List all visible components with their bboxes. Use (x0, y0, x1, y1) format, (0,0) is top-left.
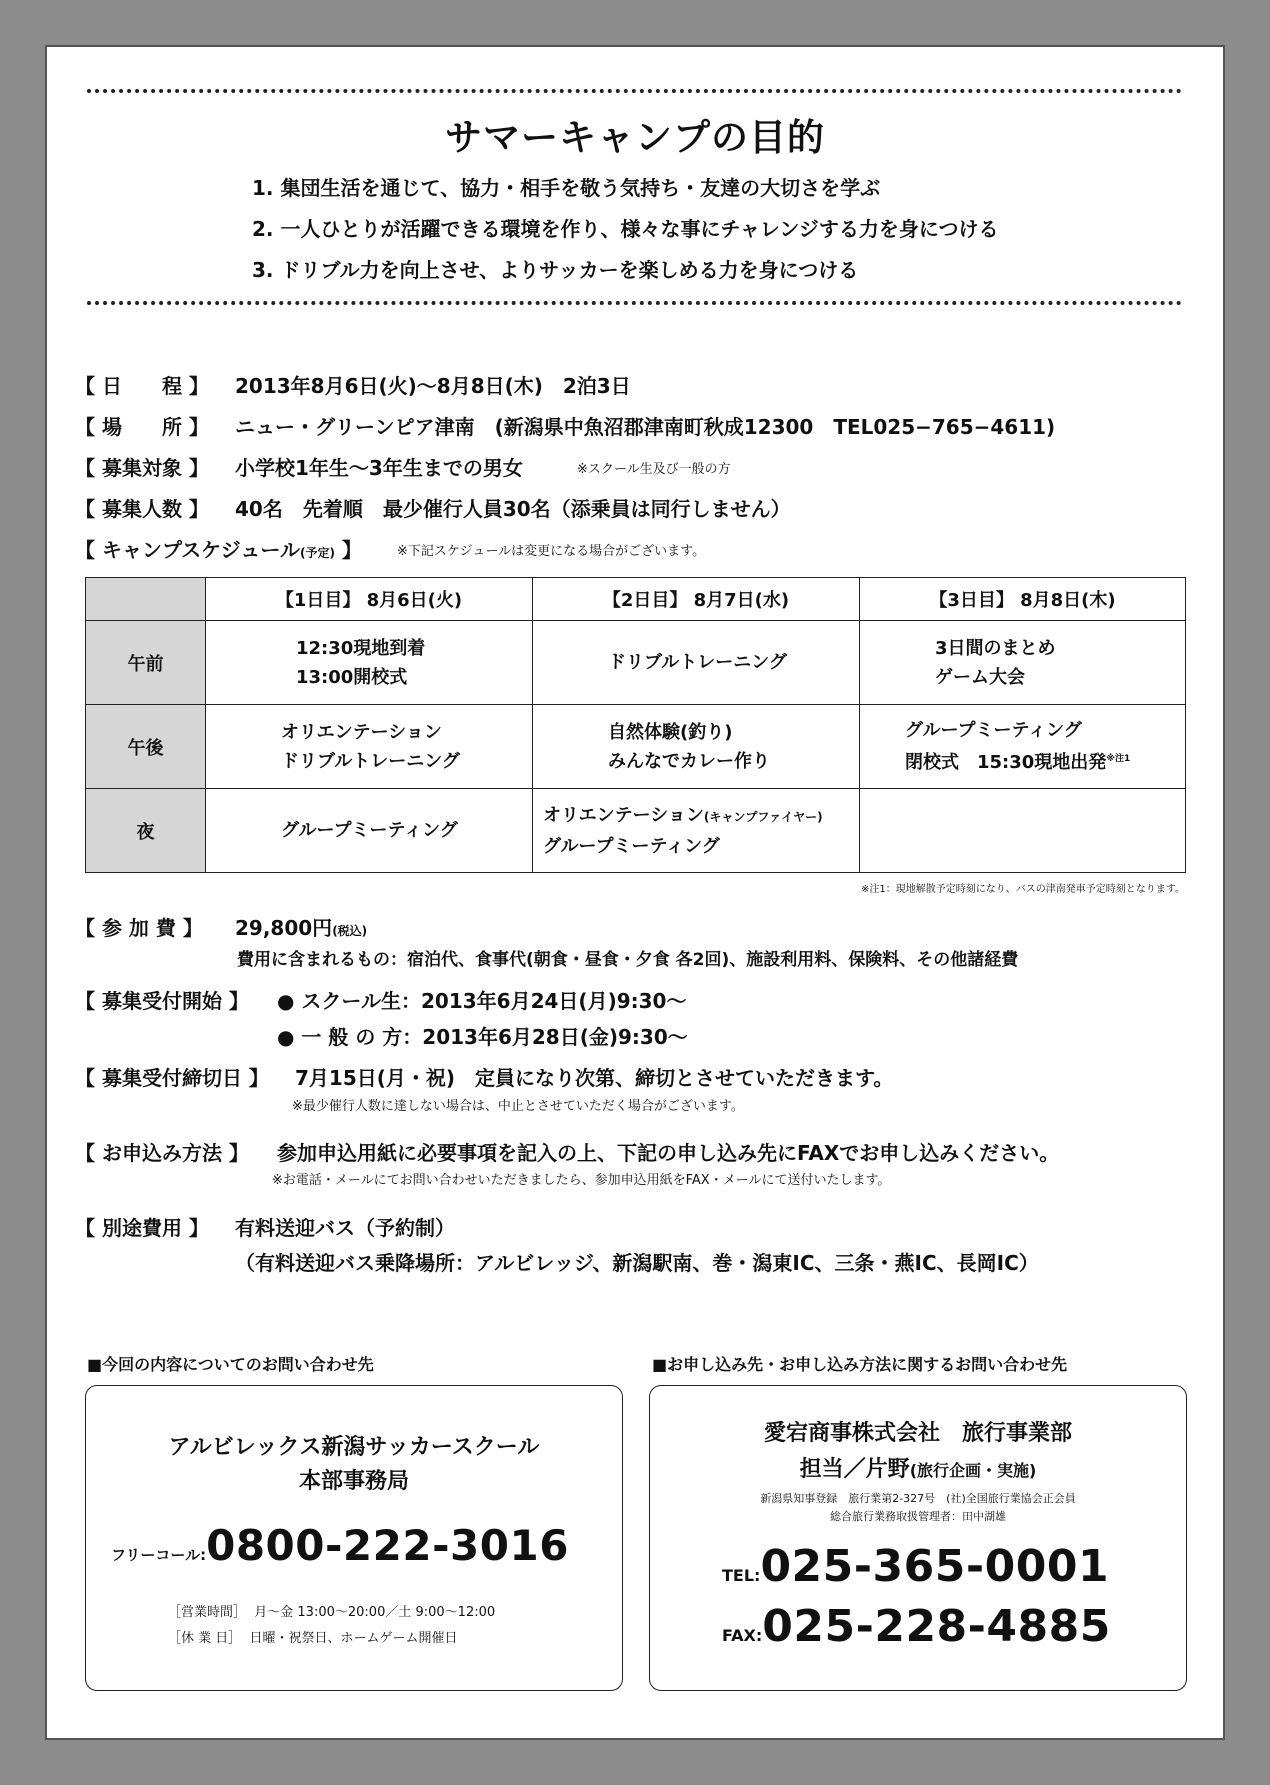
reception-general: ● 一 般 の 方：2013年6月28日(金)9:30～ (277, 1025, 688, 1049)
camp-schedule-note: ※下記スケジュールは変更になる場合がございます。 (397, 544, 706, 559)
contact-right-heading: ■お申し込み先・お申し込み方法に関するお問い合わせ先 (652, 1355, 1068, 1374)
cell-line: 13:00開校式 (296, 666, 408, 688)
table-cell (860, 705, 1186, 789)
fee-includes: 費用に含まれるもの：宿泊代、食事代(朝食・昼食・夕食 各2回)、施設利用料、保険料、その他諸経費 (237, 950, 1019, 970)
fee-value: 29,800円 (235, 916, 333, 940)
cell-line-small: (キャンプファイヤー) (703, 809, 823, 824)
schedule-label: 【 日 程 】 (75, 374, 209, 398)
table-cell (533, 789, 860, 873)
flyer-page (45, 45, 1225, 1740)
fee-label: 【 参 加 費 】 (75, 916, 203, 940)
camp-schedule-label (75, 534, 362, 563)
apply-note: ※お電話・メールにてお問い合わせいただきましたら、参加申込用紙をFAX・メールにて送付いたします。 (272, 1173, 891, 1188)
contact-left-box (85, 1385, 623, 1691)
target-label: 【 募集対象 】 (75, 456, 209, 480)
cell-line: ゲーム大会 (935, 666, 1025, 688)
fax-label: FAX: (722, 1626, 763, 1645)
table-cell (860, 621, 1186, 705)
cell-line (905, 745, 1184, 777)
closed-line (168, 1627, 458, 1646)
table-cell (206, 621, 533, 705)
row-label-morning: 午前 (86, 621, 206, 705)
camp-schedule-label-text: 【 キャンプスケジュール (75, 538, 300, 562)
hours-label: ［営業時間］ (168, 1605, 247, 1620)
target-value: 小学校1年生～3年生までの男女 (235, 456, 523, 480)
schedule-value: 2013年8月6日(火)～8月8日(木) 2泊3日 (235, 374, 631, 398)
apply-value: 参加申込用紙に必要事項を記入の上、下記の申し込み先にFAXでお申し込みください。 (277, 1141, 1060, 1165)
deadline-label: 【 募集受付締切日 】 (75, 1066, 269, 1090)
camp-schedule-label-small: (予定) (299, 546, 335, 560)
contact-left-heading: ■今回の内容についてのお問い合わせ先 (87, 1355, 374, 1374)
dotted-divider-bottom (87, 301, 1182, 305)
goal-item-1: 1. 集団生活を通じて、協力・相手を敬う気持ち・友達の大切さを学ぶ (252, 176, 881, 200)
table-row (86, 705, 1186, 789)
cell-line: ドリブルトレーニング (281, 750, 460, 772)
table-header-day1: 【1日目】 8月6日(火) (206, 578, 533, 621)
cell-line-text: オリエンテーション (543, 804, 704, 826)
reception-label: 【 募集受付開始 】 (75, 989, 249, 1013)
table-cell (533, 705, 860, 789)
place-label: 【 場 所 】 (75, 415, 209, 439)
page-title: サマーキャンプの目的 (445, 116, 825, 159)
row-label-night: 夜 (86, 789, 206, 873)
closed-label: ［休 業 日］ (168, 1631, 242, 1646)
contact-right-box (649, 1385, 1187, 1691)
free-call-line (111, 1521, 569, 1570)
cell-line: 12:30現地到着 (296, 637, 426, 659)
cell-line: 3日間のまとめ (935, 637, 1056, 659)
place-value: ニュー・グリーンピア津南 (新潟県中魚沼郡津南町秋成12300 TEL025−765−4611) (235, 415, 1056, 439)
fax-line (722, 1601, 1111, 1652)
person-line (650, 1452, 1186, 1483)
table-cell (533, 621, 860, 705)
reception-school: ● スクール生：2013年6月24日(月)9:30～ (277, 989, 687, 1013)
free-call-number: 0800-222-3016 (206, 1521, 569, 1570)
contact-left-org2: 本部事務局 (298, 1469, 409, 1494)
person-role: (旅行企画・実施) (909, 1461, 1037, 1480)
registration-line-2: 総合旅行業務取扱管理者：田中湖雄 (830, 1510, 1006, 1523)
company-name: 愛宕商事株式会社 旅行事業部 (763, 1421, 1072, 1446)
goal-item-2: 2. 一人ひとりが活躍できる環境を作り、様々な事にチャレンジする力を身につける (252, 217, 999, 241)
table-header-day2: 【2日目】 8月7日(水) (533, 578, 860, 621)
extra-value: 有料送迎バス（予約制） (235, 1216, 455, 1240)
camp-schedule-label-end: 】 (334, 538, 362, 562)
cell-line: オリエンテーション (281, 721, 442, 743)
cell-line-text: 閉校式 15:30現地出発 (905, 752, 1107, 773)
tel-label: TEL: (722, 1566, 761, 1585)
target-note: ※スクール生及び一般の方 (577, 462, 731, 477)
deadline-note: ※最少催行人数に達しない場合は、中止とさせていただく場合がございます。 (292, 1099, 744, 1114)
cell-line: グループミーティング (905, 720, 1082, 741)
table-header-day3: 【3日目】 8月8日(木) (860, 578, 1186, 621)
table-footnote: ※注1：現地解散予定時刻になり、バスの津南発車予定時刻となります。 (861, 884, 1185, 895)
extra-label: 【 別途費用 】 (75, 1216, 209, 1240)
goal-item-3: 3. ドリブル力を向上させ、よりサッカーを楽しめる力を身につける (252, 258, 859, 282)
cell-line: ドリブルトレーニング (608, 652, 787, 673)
cell-line: 自然体験(釣り) (608, 721, 733, 743)
table-cell-empty (860, 789, 1186, 873)
count-label: 【 募集人数 】 (75, 497, 209, 521)
hours-line (168, 1601, 495, 1620)
registration-line-1: 新潟県知事登録 旅行業第2-327号 (社)全国旅行業協会正会員 (760, 1492, 1076, 1505)
note-mark: ※注1 (1106, 754, 1131, 764)
cell-line: グループミーティング (543, 835, 720, 857)
row-label-afternoon: 午後 (86, 705, 206, 789)
table-header-corner (86, 578, 206, 621)
table-cell (206, 705, 533, 789)
table-row (86, 621, 1186, 705)
fax-number: 025-228-4885 (762, 1601, 1111, 1652)
extra-detail: （有料送迎バス乗降場所：アルビレッジ、新潟駅南、巻・潟東IC、三条・燕IC、長岡IC） (235, 1251, 1039, 1275)
fee-tax: (税込) (332, 924, 368, 938)
free-call-label: フリーコール: (111, 1546, 207, 1564)
table-row (86, 789, 1186, 873)
cell-line: グループミーティング (281, 820, 458, 841)
person-name: 担当／片野 (799, 1457, 910, 1482)
apply-label: 【 お申込み方法 】 (75, 1141, 249, 1165)
contact-left-org1: アルビレックス新潟サッカースクール (168, 1435, 540, 1460)
cell-line (543, 801, 858, 832)
hours-value: 月～金 13:00～20:00／土 9:00～12:00 (254, 1605, 496, 1620)
closed-value: 日曜・祝祭日、ホームゲーム開催日 (249, 1631, 458, 1646)
tel-number: 025-365-0001 (760, 1541, 1110, 1592)
schedule-table (85, 577, 1186, 873)
deadline-value: 7月15日(月・祝) 定員になり次第、締切とさせていただきます。 (295, 1066, 894, 1090)
fee-value-line (235, 912, 367, 941)
tel-line (722, 1541, 1109, 1592)
dotted-divider-top (87, 89, 1182, 93)
count-value: 40名 先着順 最少催行人員30名（添乗員は同行しません） (235, 497, 791, 521)
table-cell (206, 789, 533, 873)
cell-line: みんなでカレー作り (608, 750, 770, 772)
table-header-row (86, 578, 1186, 621)
